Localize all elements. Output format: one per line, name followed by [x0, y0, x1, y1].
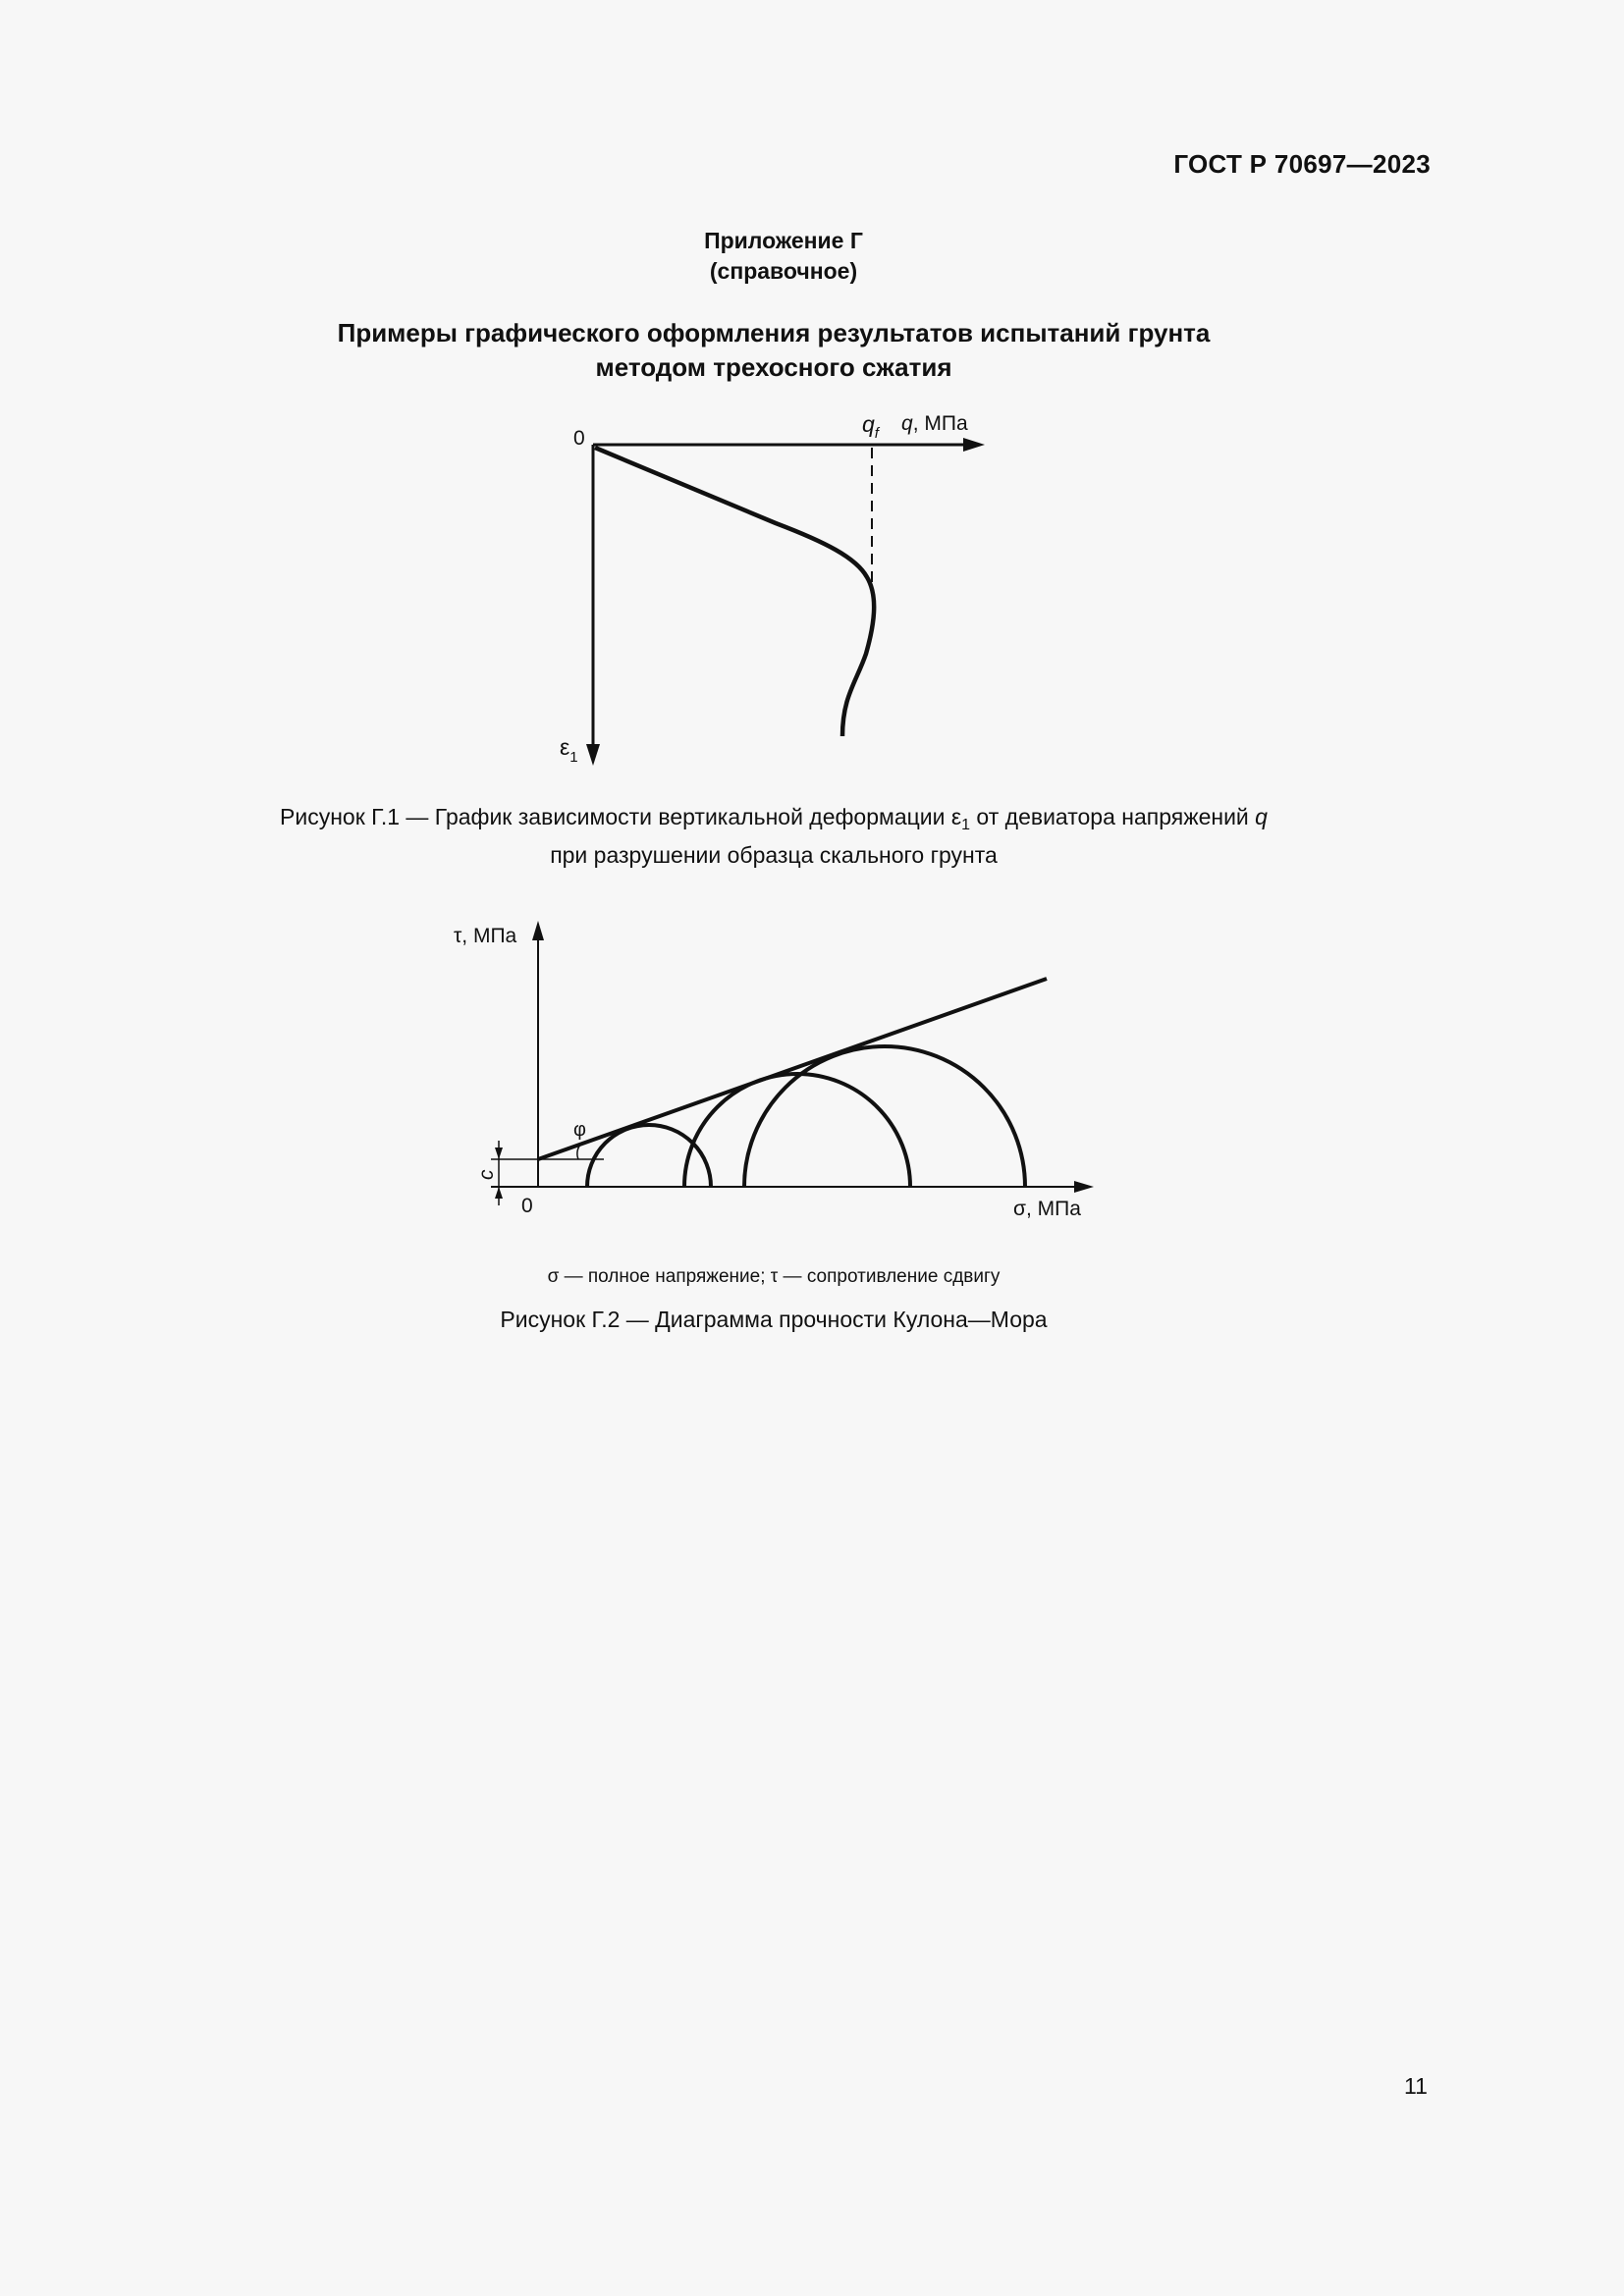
fig1-q-axis-label: q, МПа — [901, 412, 968, 435]
figure-1-caption-line1: Рисунок Г.1 — График зависимости вертикальной деформации $\varepsilon_1$ от девиатора напряжений q — [280, 804, 1268, 833]
figure-1-caption — [0, 802, 1547, 871]
figure-2-diagram — [454, 921, 1094, 1220]
fig2-tau-axis-arrow — [532, 921, 544, 940]
fig1-epsilon-axis-label: $\varepsilon_1$ — [560, 734, 578, 766]
fig2-c-arrow-bottom — [495, 1187, 503, 1199]
fig2-phi-label: φ — [573, 1119, 586, 1141]
fig2-c-arrow-top — [495, 1148, 503, 1159]
fig2-sigma-axis-arrow — [1074, 1181, 1094, 1193]
figure-2-legend: σ — полное напряжение; τ — сопротивление сдвигу — [547, 1266, 1001, 1287]
fig2-sigma-axis-label: σ, МПа — [1013, 1198, 1081, 1220]
fig1-deformation-curve — [595, 448, 874, 736]
figure-2-caption: Рисунок Г.2 — Диаграмма прочности Кулона—Мора — [500, 1307, 1048, 1332]
standard-number: ГОСТ Р 70697—2023 — [1173, 149, 1431, 179]
fig2-tau-axis-label: τ, МПа — [454, 925, 517, 947]
fig2-origin-label: 0 — [521, 1195, 533, 1217]
section-title-line1: Примеры графического оформления результатов испытаний грунта — [337, 318, 1211, 347]
fig1-qf-label: $q_f$ — [862, 411, 879, 442]
annex-note: (справочное) — [709, 258, 858, 284]
fig1-q-axis-arrow — [963, 438, 985, 452]
figure-1-caption-line2: при разрушении образца скального грунта — [550, 842, 998, 868]
fig2-strength-envelope — [538, 979, 1047, 1159]
figure-1-diagram — [560, 411, 985, 766]
fig1-epsilon-axis-arrow — [586, 744, 600, 766]
annex-label: Приложение Г — [704, 228, 863, 253]
fig1-origin-label: 0 — [573, 427, 585, 450]
page-number: 11 — [1404, 2073, 1428, 2099]
fig2-c-label: c — [475, 1169, 498, 1180]
fig2-mohr-circle-2 — [684, 1074, 910, 1187]
section-title-line2: методом трехосного сжатия — [595, 352, 952, 382]
